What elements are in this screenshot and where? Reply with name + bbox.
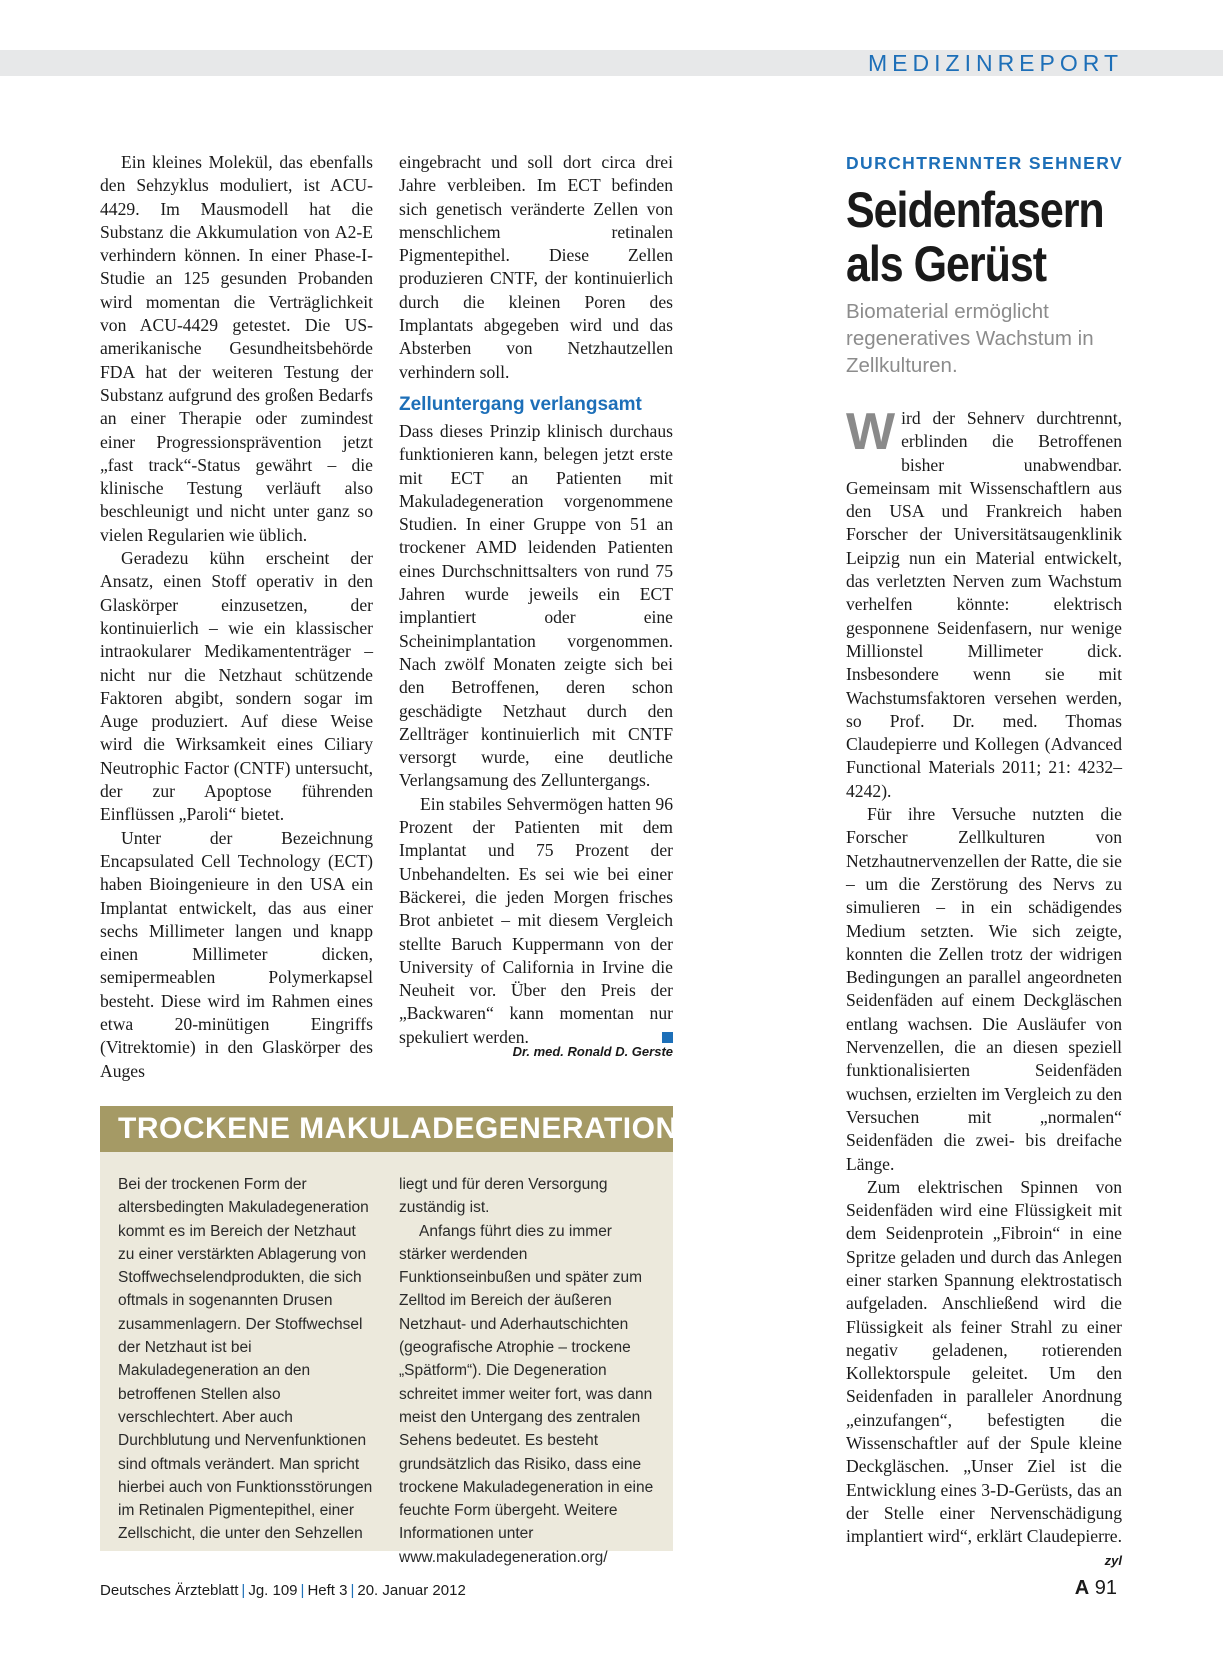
subheading: Zelluntergang verlangsamt [399, 393, 642, 415]
paragraph: eingebracht und soll dort circa drei Jahre verbleiben. Im ECT befinden sich genetisch veränderte Zellen von menschlichem retinalen Pigmentepithel. Diese Zellen produzieren CNTF, der kontinuierlich durch die kleinen Poren des Implantats abgegeben wird und das Absterben von Netzhautzellen verhindern soll. [399, 152, 673, 382]
page-number-value: 91 [1094, 1577, 1117, 1599]
drop-cap: W [846, 403, 896, 461]
paragraph: Dass dieses Prinzip klinisch durchaus funktionieren kann, belegen jetzt erste mit ECT an Patienten mit Makuladegeneration vorgenommene Studien. In einer Gruppe von 51 an trockener AMD leidenden Patienten eines Durchschnittsalters von rund 75 Jahren wurde jeweils ein ECT implantiert oder eine Scheinimplantation vorgenommen. Nach zwölf Monaten zeigte sich bei den Betroffenen, deren schon geschädigte Netzhaut durch den Zellträger kontinuierlich mit CNTF versorgt wurde, eine deutliche Verlangsamung des Zelluntergangs. [399, 420, 673, 791]
info-box-right-column [399, 1173, 661, 1569]
paragraph: Unter der Bezeichnung Encapsulated Cell Technology (ECT) haben Bioingenieure in den USA ein Implantat entwickelt, das aus einer sechs Millimeter langen und knapp einen Millimeter dicken, semipermeablen Polymerkapsel besteht. Diese wird im Rahmen eines etwa 20-minütigen Eingriffs (Vitrektomie) in den Glaskörper des Auges [100, 827, 373, 1081]
article-signature: zyl [1104, 1552, 1122, 1568]
volume: Jg. 109 [248, 1582, 298, 1599]
paragraph-text: Zum elektrischen Spinnen von Seidenfäden wird eine Flüssigkeit mit dem Seidenprotein „Fibroin“ in eine Spritze geladen und durch das Anlegen einer starken Spannung elektrostatisch aufgeladen. Anschließend wird die Flüssigkeit als feiner Strahl zu einer negativ geladenen, rotierenden Kollektorspule geleitet. Um den Seidenfaden in paralleler Anordnung „einzufangen“, befestigten die Wissenschaftler auf der Spule kleine Deckgläschen. „Unser Ziel ist die Entwicklung eines 3-D-Gerüsts, das an der Stelle einer Nervenschädigung implantiert wird“, erklärt Claudepierre. [846, 1176, 1123, 1547]
article-kicker: DURCHTRENNTER SEHNERV [846, 153, 1124, 173]
journal-name: Deutsches Ärzteblatt [100, 1582, 239, 1599]
section-label: MEDIZINREPORT [868, 50, 1123, 76]
paragraph-text: ird der Sehnerv durchtrennt, erblinden die Betroffenen bisher unabwendbar. Gemeinsam mit Wissenschaftlern aus den USA und Frankreich haben Forscher der Universitätsaugenklinik Leipzig nun ein Material entwickelt, das verletzten Nerven zum Wachstum verhelfen könnte: elektrisch gesponnene Seidenfasern, nur wenige Millionstel Millimeter dick. Insbesondere wenn sie mit Wachstumsfaktoren versehen werden, so Prof. Dr. med. Thomas Claudepierre und Kollegen (Advanced Functional Materials 2011; 21: 4232–4242). [846, 408, 1122, 801]
issue: Heft 3 [307, 1582, 348, 1599]
paragraph-text: Ein stabiles Sehvermögen hatten 96 Prozent der Patienten mit dem Implantat und 75 Prozent der Unbehandelten. Es sei wie bei einer Bäckerei, die jeden Morgen frisches Brot anbietet – mit diesem Vergleich stellte Baruch Kuppermann von der University of California in Irvine die Neuheit vor. Über den Preis der „Backwaren“ kann momentan nur spekuliert werden. [399, 793, 673, 1047]
footer-citation [100, 1582, 466, 1599]
info-box-title: TROCKENE MAKULADEGENERATION [118, 1112, 678, 1145]
paragraph: Für ihre Versuche nutzten die Forscher Zellkulturen von Netzhautnervenzellen der Ratte, die sie – um die Zerstörung des Nervs zu simulieren – in ein schädigendes Medium setzten. Wie sich zeigte, konnten die Zellen trotz der widrigen Bedingungen an parallel angeordneten Seidenfäden auf einem Deckgläschen entlang wachsen. Die Ausläufer von Nervenzellen, die an diesen speziell funktionalisierten Seidenfäden wuchsen, erzielten im Vergleich zu den Versuchen mit „normalen“ Seidenfäden die zwei- bis dreifache Länge. [846, 804, 1122, 1174]
info-box-left-column [118, 1173, 373, 1546]
end-of-article-icon [662, 1032, 673, 1043]
page-number [1075, 1577, 1117, 1600]
info-box-text: Anfangs führt dies zu immer stärker werdenden Funktionseinbußen und später zum Zelltod im Bereich der äußeren Netzhaut- und Aderhautschichten (geografische Atrophie – trockene „Spätform“). Die Degeneration schreitet immer weiter fort, was dann meist den Untergang des zentralen Sehens bedeutet. Es besteht grundsätzlich das Risiko, dass eine trockene Makuladegeneration in eine feuchte Form übergeht. Weitere Informationen unter www.makuladegeneration.org/ [399, 1222, 654, 1566]
right-column [846, 403, 1123, 1572]
separator: | [350, 1582, 355, 1599]
paragraph: Geradezu kühn erscheint der Ansatz, einen Stoff operativ in den Glaskörper einzusetzen, der kontinuierlich – wie ein klassischer intraokularer Medikamententräger – nicht nur die Netzhaut schützende Faktoren abgibt, sondern sogar im Auge produziert. Auf diese Weise wird die Wirksamkeit eines Ciliary Neutrophic Factor (CNTF) untersucht, der zur Apoptose führenden Einflüssen „Paroli“ bietet. [100, 548, 373, 825]
separator: | [300, 1582, 305, 1599]
paragraph: Ein kleines Molekül, das ebenfalls den Sehzyklus moduliert, ist ACU-4429. Im Mausmodell hat die Substanz die Akkumulation von A2-E verhindern können. In einer Phase-I-Studie an 125 gesunden Probanden wird momentan die Verträglichkeit von ACU-4429 getestet. Die US-amerikanische Gesundheitsbehörde FDA hat der weiteren Testung der Substanz aufgrund des großen Bedarfs an einer Therapie oder zumindest einer Progressionsprävention jetzt „fast track“-Status gewährt – die klinische Testung verläuft also beschleunigt und nicht unter ganz so vielen Regularien wie üblich. [100, 152, 373, 545]
article-subheadline: Biomaterial ermöglicht regeneratives Wachstum in Zellkulturen. [846, 300, 1094, 377]
separator: | [241, 1582, 246, 1599]
paragraph [399, 793, 673, 1049]
issue-date: 20. Januar 2012 [357, 1582, 466, 1599]
author-byline: Dr. med. Ronald D. Gerste [512, 1044, 673, 1059]
info-box-text: liegt und für deren Versorgung zuständig ist. [399, 1176, 608, 1217]
page-prefix: A [1074, 1577, 1090, 1599]
paragraph [846, 403, 1122, 803]
paragraph [846, 1176, 1123, 1568]
middle-column [399, 151, 673, 1049]
info-box-text: Bei der trockenen Form der altersbedingten Makuladegeneration kommt es im Bereich der Netzhaut zu einer verstärkten Ablagerung von Stoffwechselendprodukten, die sich oftmals in sogenannten Drusen zusammenlagern. Der Stoffwechsel der Netzhaut ist bei Makuladegeneration an den betroffenen Stellen also verschlechtert. Aber auch Durchblutung und Nervenfunktionen sind oftmals verändert. Man spricht hierbei auch von Funktionsstörungen im Retinalen Pigmentepithel, einer Zellschicht, die unter den Sehzellen [118, 1176, 373, 1543]
left-column [100, 151, 373, 1083]
article-headline: Seidenfasern als Gerüst [846, 182, 1104, 292]
